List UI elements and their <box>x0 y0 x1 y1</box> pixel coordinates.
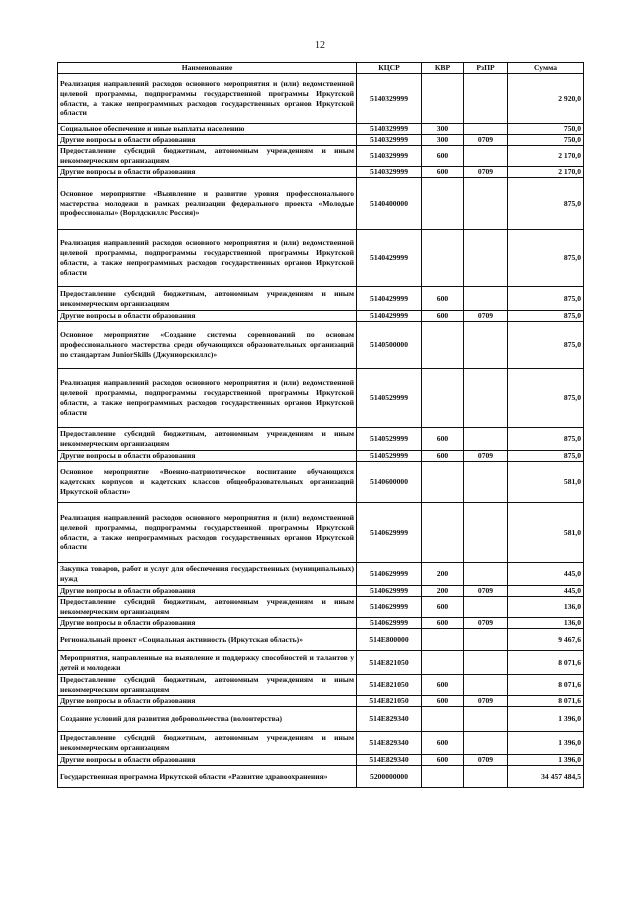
row-rzpr: 0709 <box>464 586 508 597</box>
row-kvr <box>422 503 464 563</box>
row-kvr: 600 <box>422 732 464 755</box>
row-rzpr <box>464 230 508 287</box>
table-row <box>58 369 584 428</box>
row-name: Региональный проект «Социальная активность (Иркутская область)» <box>58 629 357 651</box>
row-kcsr: 5140529999 <box>357 428 422 451</box>
row-sum: 445,0 <box>508 586 584 597</box>
row-kvr: 600 <box>422 311 464 322</box>
row-rzpr <box>464 428 508 451</box>
row-kcsr: 5140629999 <box>357 563 422 586</box>
row-sum: 875,0 <box>508 322 584 369</box>
page-number: 12 <box>315 40 325 51</box>
row-name: Закупка товаров, работ и услуг для обеспечения государственных (муниципальных) нужд <box>58 563 357 586</box>
table-row <box>58 586 584 597</box>
table-row <box>58 178 584 230</box>
row-kcsr: 5140400000 <box>357 178 422 230</box>
table-row <box>58 428 584 451</box>
row-name: Реализация направлений расходов основного мероприятия и (или) ведомственной целевой программы, подпрограммы государственной программы Иркутской области, а также непрограммных расходов государственных органов Иркутской области <box>58 503 357 563</box>
row-sum: 445,0 <box>508 563 584 586</box>
row-name: Мероприятия, направленные на выявление и поддержку способностей и талантов у детей и молодежи <box>58 651 357 675</box>
row-sum: 750,0 <box>508 135 584 146</box>
table-row <box>58 146 584 167</box>
row-kcsr: 5140329999 <box>357 124 422 135</box>
table-row <box>58 462 584 503</box>
row-kvr <box>422 651 464 675</box>
row-kcsr: 5140629999 <box>357 618 422 629</box>
table-row <box>58 322 584 369</box>
table-row <box>58 766 584 788</box>
row-kcsr: 5140329999 <box>357 146 422 167</box>
row-kcsr: 5140600000 <box>357 462 422 503</box>
row-rzpr <box>464 462 508 503</box>
row-kcsr: 5140529999 <box>357 369 422 428</box>
row-rzpr <box>464 322 508 369</box>
row-sum: 875,0 <box>508 287 584 311</box>
row-kcsr: 514E829340 <box>357 732 422 755</box>
table-body <box>58 74 584 788</box>
row-name: Другие вопросы в области образования <box>58 618 357 629</box>
row-sum: 750,0 <box>508 124 584 135</box>
row-kvr: 300 <box>422 135 464 146</box>
table-row <box>58 755 584 766</box>
row-rzpr <box>464 675 508 696</box>
row-name: Другие вопросы в области образования <box>58 586 357 597</box>
row-kvr: 600 <box>422 696 464 707</box>
table-row <box>58 503 584 563</box>
row-rzpr <box>464 369 508 428</box>
table-row <box>58 629 584 651</box>
row-rzpr: 0709 <box>464 311 508 322</box>
row-kvr: 600 <box>422 167 464 178</box>
table-row <box>58 124 584 135</box>
row-name: Предоставление субсидий бюджетным, автономным учреждениям и иным некоммерческим организациям <box>58 428 357 451</box>
table-row <box>58 707 584 732</box>
row-name: Основное мероприятие «Выявление и развитие уровня профессионального мастерства молодежи в рамках реализации федерального проекта «Молодые профессионалы» (Ворлдскиллс Россия)» <box>58 178 357 230</box>
table-row <box>58 563 584 586</box>
row-sum: 875,0 <box>508 230 584 287</box>
table-row <box>58 74 584 124</box>
row-kvr <box>422 462 464 503</box>
row-rzpr: 0709 <box>464 618 508 629</box>
row-sum: 581,0 <box>508 503 584 563</box>
table-row <box>58 618 584 629</box>
header-kcsr: КЦСР <box>357 63 422 74</box>
row-name: Основное мероприятие «Военно-патриотическое воспитание обучающихся кадетских корпусов и кадетских классов общеобразовательных организаций Иркутской области» <box>58 462 357 503</box>
row-sum: 1 396,0 <box>508 732 584 755</box>
row-kvr <box>422 178 464 230</box>
table-header-row <box>58 63 584 74</box>
row-rzpr <box>464 629 508 651</box>
budget-table <box>57 62 584 788</box>
header-rzpr: РзПР <box>464 63 508 74</box>
row-kcsr: 5140429999 <box>357 230 422 287</box>
row-kcsr: 514E829340 <box>357 755 422 766</box>
table-row <box>58 451 584 462</box>
table-row <box>58 675 584 696</box>
table-row <box>58 597 584 618</box>
row-kvr <box>422 369 464 428</box>
row-name: Социальное обеспечение и иные выплаты населению <box>58 124 357 135</box>
row-kcsr: 5140329999 <box>357 74 422 124</box>
row-rzpr: 0709 <box>464 451 508 462</box>
row-name: Другие вопросы в области образования <box>58 696 357 707</box>
row-kcsr: 5140329999 <box>357 135 422 146</box>
row-sum: 8 071,6 <box>508 696 584 707</box>
row-kvr <box>422 74 464 124</box>
table-row <box>58 311 584 322</box>
row-sum: 8 071,6 <box>508 675 584 696</box>
row-rzpr <box>464 503 508 563</box>
row-name: Реализация направлений расходов основного мероприятия и (или) ведомственной целевой программы, подпрограммы государственной программы Иркутской области, а также непрограммных расходов государственных органов Иркутской области <box>58 74 357 124</box>
header-sum: Сумма <box>508 63 584 74</box>
row-kcsr: 514E829340 <box>357 707 422 732</box>
row-kcsr: 514E821050 <box>357 696 422 707</box>
row-sum: 136,0 <box>508 597 584 618</box>
row-kcsr: 5140429999 <box>357 311 422 322</box>
row-name: Предоставление субсидий бюджетным, автономным учреждениям и иным некоммерческим организациям <box>58 146 357 167</box>
row-rzpr <box>464 178 508 230</box>
row-rzpr <box>464 651 508 675</box>
table-row <box>58 135 584 146</box>
row-sum: 875,0 <box>508 178 584 230</box>
row-sum: 1 396,0 <box>508 755 584 766</box>
row-kvr: 600 <box>422 146 464 167</box>
row-name: Создание условий для развития добровольчества (волонтерства) <box>58 707 357 732</box>
row-name: Предоставление субсидий бюджетным, автономным учреждениям и иным некоммерческим организациям <box>58 597 357 618</box>
row-sum: 2 920,0 <box>508 74 584 124</box>
row-rzpr <box>464 597 508 618</box>
row-rzpr <box>464 732 508 755</box>
row-kvr: 600 <box>422 675 464 696</box>
row-kvr <box>422 230 464 287</box>
row-name: Другие вопросы в области образования <box>58 755 357 766</box>
row-kcsr: 514E800000 <box>357 629 422 651</box>
row-kvr <box>422 629 464 651</box>
table-row <box>58 167 584 178</box>
row-kcsr: 5140329999 <box>357 167 422 178</box>
row-name: Другие вопросы в области образования <box>58 451 357 462</box>
row-sum: 875,0 <box>508 369 584 428</box>
row-name: Реализация направлений расходов основного мероприятия и (или) ведомственной целевой программы, подпрограммы государственной программы Иркутской области, а также непрограммных расходов государственных органов Иркутской области <box>58 369 357 428</box>
row-kvr: 600 <box>422 451 464 462</box>
table-row <box>58 287 584 311</box>
row-sum: 875,0 <box>508 451 584 462</box>
row-rzpr: 0709 <box>464 755 508 766</box>
row-sum: 581,0 <box>508 462 584 503</box>
row-name: Другие вопросы в области образования <box>58 311 357 322</box>
row-name: Реализация направлений расходов основного мероприятия и (или) ведомственной целевой программы, подпрограммы государственной программы Иркутской области, а также непрограммных расходов государственных органов Иркутской области <box>58 230 357 287</box>
row-kvr <box>422 322 464 369</box>
row-sum: 875,0 <box>508 428 584 451</box>
row-rzpr <box>464 74 508 124</box>
row-name: Предоставление субсидий бюджетным, автономным учреждениям и иным некоммерческим организациям <box>58 287 357 311</box>
table-row <box>58 732 584 755</box>
row-rzpr <box>464 124 508 135</box>
row-kvr: 300 <box>422 124 464 135</box>
row-name: Предоставление субсидий бюджетным, автономным учреждениям и иным некоммерческим организациям <box>58 675 357 696</box>
header-kvr: КВР <box>422 63 464 74</box>
row-kcsr: 514E821050 <box>357 675 422 696</box>
row-sum: 8 071,6 <box>508 651 584 675</box>
row-kcsr: 514E821050 <box>357 651 422 675</box>
row-rzpr <box>464 707 508 732</box>
row-rzpr: 0709 <box>464 135 508 146</box>
header-name: Наименование <box>58 63 357 74</box>
row-rzpr <box>464 287 508 311</box>
row-name: Другие вопросы в области образования <box>58 167 357 178</box>
row-kvr: 600 <box>422 287 464 311</box>
row-kcsr: 5140629999 <box>357 586 422 597</box>
row-kcsr: 5140529999 <box>357 451 422 462</box>
row-kcsr: 5140629999 <box>357 503 422 563</box>
row-kvr: 600 <box>422 618 464 629</box>
row-sum: 875,0 <box>508 311 584 322</box>
row-kvr <box>422 707 464 732</box>
row-kcsr: 5140500000 <box>357 322 422 369</box>
row-rzpr <box>464 766 508 788</box>
row-kvr: 200 <box>422 586 464 597</box>
row-sum: 2 170,0 <box>508 146 584 167</box>
table-row <box>58 696 584 707</box>
row-kcsr: 5140429999 <box>357 287 422 311</box>
row-sum: 136,0 <box>508 618 584 629</box>
row-rzpr: 0709 <box>464 696 508 707</box>
row-kvr: 600 <box>422 428 464 451</box>
table-row <box>58 230 584 287</box>
row-rzpr: 0709 <box>464 167 508 178</box>
row-kvr: 600 <box>422 755 464 766</box>
table-row <box>58 651 584 675</box>
row-kvr: 200 <box>422 563 464 586</box>
row-sum: 34 457 484,5 <box>508 766 584 788</box>
row-name: Предоставление субсидий бюджетным, автономным учреждениям и иным некоммерческим организациям <box>58 732 357 755</box>
row-name: Основное мероприятие «Создание системы соревнований по основам профессионального мастерства среди обучающихся образовательных организаций по стандартам JuniorSkills (Джуниорскиллс)» <box>58 322 357 369</box>
row-sum: 9 467,6 <box>508 629 584 651</box>
row-name: Другие вопросы в области образования <box>58 135 357 146</box>
row-name: Государственная программа Иркутской области «Развитие здравоохранения» <box>58 766 357 788</box>
row-kvr <box>422 766 464 788</box>
row-kcsr: 5140629999 <box>357 597 422 618</box>
row-kcsr: 5200000000 <box>357 766 422 788</box>
row-rzpr <box>464 563 508 586</box>
row-rzpr <box>464 146 508 167</box>
row-sum: 2 170,0 <box>508 167 584 178</box>
row-sum: 1 396,0 <box>508 707 584 732</box>
row-kvr: 600 <box>422 597 464 618</box>
